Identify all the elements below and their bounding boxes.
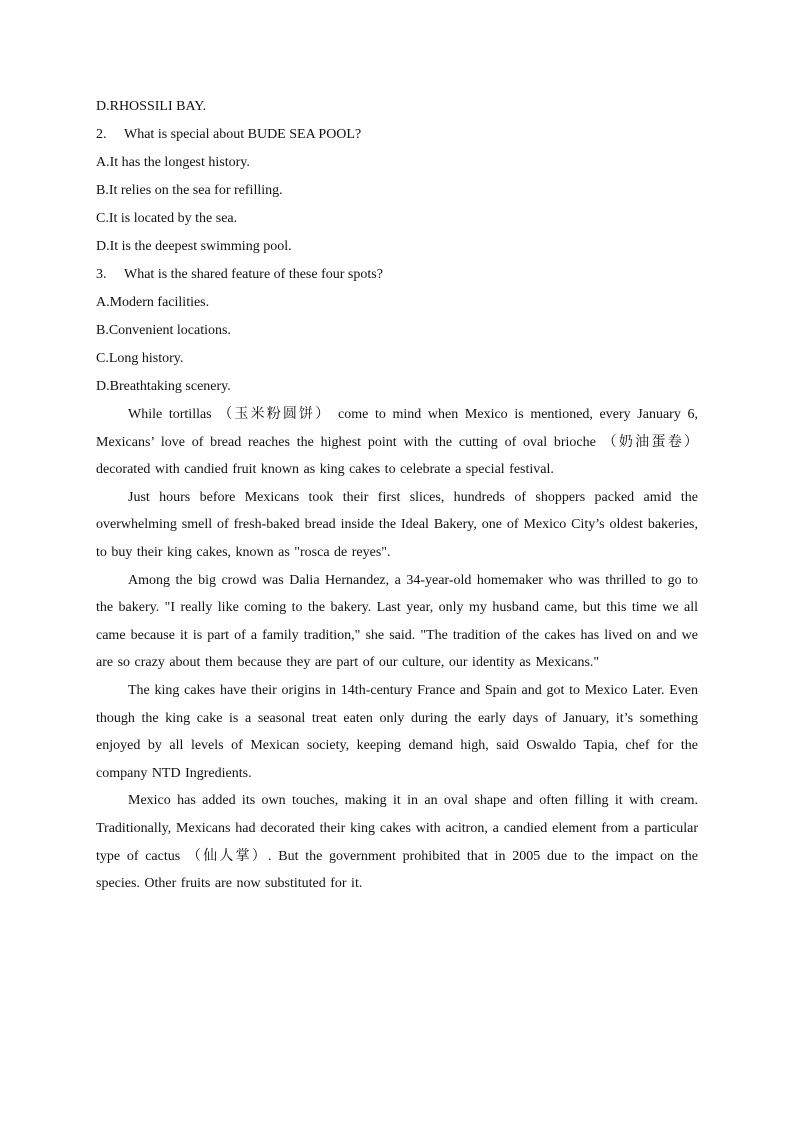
passage-paragraph-1: While tortillas （玉米粉圆饼） come to mind when Mexico is mentioned, every January 6, Mexicans’ love of bread reaches the highest point with the cutting of oval brioche （奶油蛋卷） decorated with candied fruit known as king cakes to celebrate a special festival. bbox=[96, 407, 698, 478]
q3-option-a: A.Modern facilities. bbox=[96, 295, 210, 310]
question-3 bbox=[96, 261, 698, 289]
q2-option-d: D.It is the deepest swimming pool. bbox=[96, 239, 292, 254]
q2-option-c: C.It is located by the sea. bbox=[96, 211, 238, 226]
q1-option-d: D.RHOSSILI BAY. bbox=[96, 99, 207, 114]
q3-option-d: D.Breathtaking scenery. bbox=[96, 379, 231, 394]
passage-paragraph-2: Just hours before Mexicans took their first slices, hundreds of shoppers packed amid the overwhelming smell of fresh-baked bread inside the Ideal Bakery, one of Mexico City’s oldest bakeries, to buy their king cakes, known as "rosca de reyes". bbox=[96, 489, 698, 560]
passage-paragraph-4: The king cakes have their origins in 14th-century France and Spain and got to Mexico Later. Even though the king cake is a seasonal treat eaten only during the early days of January, it’s something enjoyed by all levels of Mexican society, keeping demand high, said Oswaldo Tapia, chef for the company NTD Ingredients. bbox=[96, 682, 698, 781]
q3-option-b: B.Convenient locations. bbox=[96, 323, 231, 338]
q2-option-a: A.It has the longest history. bbox=[96, 155, 250, 170]
passage-paragraph-5: Mexico has added its own touches, making it in an oval shape and often filling it with cream. Traditionally, Mexicans had decorated their king cakes with acitron, a candied element from a particular type of cactus （仙人掌）. But the government prohibited that in 2005 due to the impact on the species. Other fruits are now substituted for it. bbox=[96, 793, 698, 892]
question-2-number: 2. bbox=[96, 127, 107, 142]
question-3-stem: What is the shared feature of these four spots? bbox=[124, 267, 383, 282]
q3-option-c: C.Long history. bbox=[96, 351, 184, 366]
question-2-stem: What is special about BUDE SEA POOL? bbox=[124, 127, 362, 142]
document-body bbox=[96, 93, 698, 898]
question-2 bbox=[96, 121, 698, 149]
passage-paragraph-3: Among the big crowd was Dalia Hernandez, a 34-year-old homemaker who was thrilled to go to the bakery. "I really like coming to the bakery. Last year, only my husband came, but this time we all came because it is part of a family tradition," she said. "The tradition of the cakes has lived on and we are so crazy about them because they are part of our culture, our identity as Mexicans." bbox=[96, 572, 698, 671]
question-3-number: 3. bbox=[96, 267, 107, 282]
q2-option-b: B.It relies on the sea for refilling. bbox=[96, 183, 283, 198]
